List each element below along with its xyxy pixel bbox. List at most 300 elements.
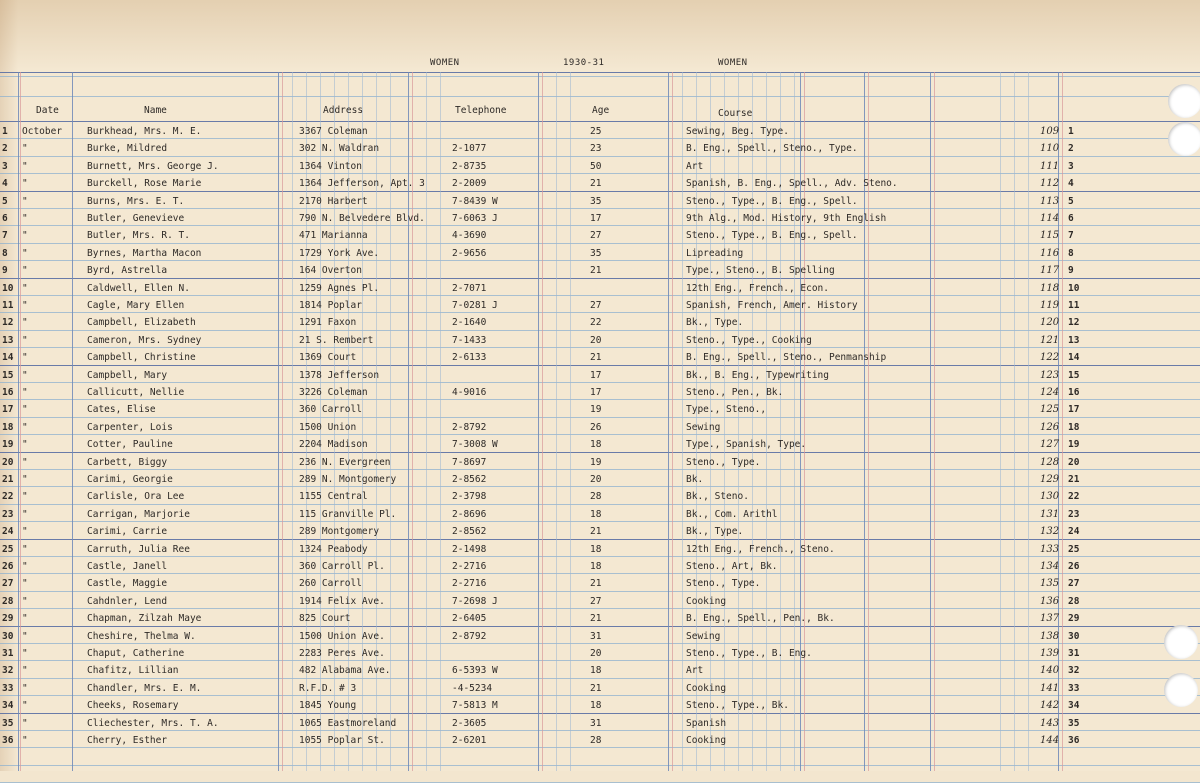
telephone-cell: 2-2716: [452, 561, 487, 572]
course-cell: Spanish, B. Eng., Spell., Adv. Steno.: [686, 178, 898, 189]
name-cell: Byrnes, Martha Macon: [87, 248, 202, 259]
date-cell: ": [22, 683, 28, 694]
telephone-cell: 4-9016: [452, 387, 487, 398]
course-cell: Steno., Type., Cooking: [686, 335, 812, 346]
col-header-telephone: Telephone: [455, 105, 507, 116]
name-cell: Chafitz, Lillian: [87, 665, 179, 676]
date-cell: ": [22, 404, 28, 415]
address-cell: 1500 Union Ave.: [299, 631, 385, 642]
age-cell: 22: [590, 317, 602, 328]
row-number-right: 27: [1068, 578, 1080, 589]
ledger-row: [0, 576, 1200, 593]
record-code: 116: [1040, 248, 1060, 259]
course-cell: Steno., Type.: [686, 457, 761, 468]
record-code: 132: [1040, 526, 1060, 537]
row-number: 21: [2, 474, 14, 485]
row-number-right: 6: [1068, 213, 1074, 224]
row-number-right: 10: [1068, 283, 1080, 294]
telephone-cell: 7-1433: [452, 335, 487, 346]
record-code: 144: [1040, 735, 1060, 746]
telephone-cell: 2-8562: [452, 526, 487, 537]
record-code: 124: [1040, 387, 1060, 398]
row-number-right: 18: [1068, 422, 1080, 433]
telephone-cell: 2-2009: [452, 178, 487, 189]
row-number: 27: [2, 578, 14, 589]
record-code: 135: [1040, 578, 1060, 589]
course-cell: Type., Steno., B. Spelling: [686, 265, 835, 276]
telephone-cell: 2-1077: [452, 143, 487, 154]
name-cell: Cahdnler, Lend: [87, 596, 168, 607]
name-cell: Carrigan, Marjorie: [87, 509, 190, 520]
telephone-cell: 7-8439 W: [452, 196, 498, 207]
age-cell: 17: [590, 213, 602, 224]
ledger-row: [0, 681, 1200, 698]
row-number-right: 31: [1068, 648, 1080, 659]
binder-hole: [1164, 673, 1198, 707]
age-cell: 21: [590, 178, 602, 189]
binder-hole: [1168, 122, 1200, 156]
telephone-cell: 2-3798: [452, 491, 487, 502]
address-cell: 482 Alabama Ave.: [299, 665, 391, 676]
date-cell: ": [22, 265, 28, 276]
telephone-cell: -4-5234: [452, 683, 493, 694]
name-cell: Cagle, Mary Ellen: [87, 300, 185, 311]
course-cell: Steno., Art, Bk.: [686, 561, 778, 572]
record-code: 142: [1040, 700, 1060, 711]
course-cell: B. Eng., Spell., Pen., Bk.: [686, 613, 835, 624]
record-code: 141: [1040, 683, 1060, 694]
address-cell: 1369 Court: [299, 352, 357, 363]
name-cell: Carimi, Carrie: [87, 526, 168, 537]
course-cell: 12th Eng., French., Steno.: [686, 544, 835, 555]
record-code: 109: [1040, 126, 1060, 137]
course-cell: Steno., Type., B. Eng., Spell.: [686, 196, 858, 207]
age-cell: 21: [590, 613, 602, 624]
record-code: 130: [1040, 491, 1060, 502]
age-cell: 28: [590, 735, 602, 746]
date-cell: ": [22, 352, 28, 363]
course-cell: Steno., Type., Bk.: [686, 700, 789, 711]
horizontal-rule: [0, 72, 1200, 73]
age-cell: 21: [590, 265, 602, 276]
ledger-row: [0, 194, 1200, 211]
date-cell: ": [22, 509, 28, 520]
address-cell: 21 S. Rembert: [299, 335, 374, 346]
record-code: 114: [1040, 213, 1060, 224]
row-number: 10: [2, 283, 14, 294]
course-cell: Type., Steno.,: [686, 404, 767, 415]
name-cell: Carimi, Georgie: [87, 474, 173, 485]
date-cell: ": [22, 248, 28, 259]
col-header-name: Name: [144, 105, 167, 116]
address-cell: R.F.D. # 3: [299, 683, 357, 694]
telephone-cell: 7-8697: [452, 457, 487, 468]
name-cell: Cliechester, Mrs. T. A.: [87, 718, 219, 729]
name-cell: Byrd, Astrella: [87, 265, 168, 276]
ledger-row: [0, 698, 1200, 715]
record-code: 125: [1040, 404, 1060, 415]
row-number-right: 30: [1068, 631, 1080, 642]
row-number: 6: [2, 213, 8, 224]
age-cell: 20: [590, 648, 602, 659]
telephone-cell: 2-6201: [452, 735, 487, 746]
course-cell: Sewing: [686, 422, 721, 433]
record-code: 138: [1040, 631, 1060, 642]
address-cell: 1291 Faxon: [299, 317, 357, 328]
course-cell: Lipreading: [686, 248, 744, 259]
age-cell: 21: [590, 526, 602, 537]
name-cell: Castle, Janell: [87, 561, 168, 572]
course-cell: 9th Alg., Mod. History, 9th English: [686, 213, 887, 224]
ledger-row: [0, 733, 1200, 750]
name-cell: Burke, Mildred: [87, 143, 168, 154]
date-cell: ": [22, 526, 28, 537]
name-cell: Cheeks, Rosemary: [87, 700, 179, 711]
row-number-right: 4: [1068, 178, 1074, 189]
row-number-right: 8: [1068, 248, 1074, 259]
col-header-date: Date: [36, 105, 59, 116]
row-number-right: 1: [1068, 126, 1074, 137]
course-cell: Bk., Steno.: [686, 491, 749, 502]
date-cell: ": [22, 613, 28, 624]
ledger-row: [0, 402, 1200, 419]
address-cell: 2170 Harbert: [299, 196, 368, 207]
record-code: 131: [1040, 509, 1060, 520]
record-code: 134: [1040, 561, 1060, 572]
ledger-row: [0, 141, 1200, 158]
ledger-row: [0, 228, 1200, 245]
ledger-row: [0, 629, 1200, 646]
ledger-row: [0, 281, 1200, 298]
date-cell: ": [22, 230, 28, 241]
address-cell: 790 N. Belvedere Blvd.: [299, 213, 425, 224]
row-number: 23: [2, 509, 14, 520]
date-cell: ": [22, 561, 28, 572]
telephone-cell: 2-6405: [452, 613, 487, 624]
course-cell: Bk.: [686, 474, 704, 485]
name-cell: Burckell, Rose Marie: [87, 178, 202, 189]
date-cell: October: [22, 126, 63, 137]
telephone-cell: 7-5813 M: [452, 700, 498, 711]
record-code: 133: [1040, 544, 1060, 555]
course-cell: Steno., Type., B. Eng.: [686, 648, 812, 659]
telephone-cell: 2-8696: [452, 509, 487, 520]
record-code: 126: [1040, 422, 1060, 433]
telephone-cell: 2-8792: [452, 631, 487, 642]
address-cell: 3226 Coleman: [299, 387, 368, 398]
date-cell: ": [22, 665, 28, 676]
ledger-row: [0, 489, 1200, 506]
ledger-row: [0, 211, 1200, 228]
row-number-right: 34: [1068, 700, 1080, 711]
age-cell: 31: [590, 718, 602, 729]
col-header-age: Age: [592, 105, 610, 116]
name-cell: Burkhead, Mrs. M. E.: [87, 126, 202, 137]
name-cell: Burns, Mrs. E. T.: [87, 196, 185, 207]
record-code: 122: [1040, 352, 1060, 363]
age-cell: 18: [590, 544, 602, 555]
row-number: 28: [2, 596, 14, 607]
horizontal-rule: [0, 765, 1200, 766]
address-cell: 164 Overton: [299, 265, 362, 276]
row-number-right: 15: [1068, 370, 1080, 381]
record-code: 113: [1040, 196, 1060, 207]
row-number: 20: [2, 457, 14, 468]
telephone-cell: 2-8792: [452, 422, 487, 433]
heading-left: WOMEN: [430, 58, 460, 68]
row-number: 2: [2, 143, 8, 154]
record-code: 139: [1040, 648, 1060, 659]
ledger-row: [0, 333, 1200, 350]
ledger-row: [0, 176, 1200, 193]
row-number-right: 28: [1068, 596, 1080, 607]
telephone-cell: 4-3690: [452, 230, 487, 241]
name-cell: Carlisle, Ora Lee: [87, 491, 185, 502]
date-cell: ": [22, 457, 28, 468]
course-cell: Cooking: [686, 596, 727, 607]
age-cell: 17: [590, 370, 602, 381]
date-cell: ": [22, 196, 28, 207]
course-cell: Bk., Type.: [686, 526, 744, 537]
row-number: 35: [2, 718, 14, 729]
address-cell: 2204 Madison: [299, 439, 368, 450]
record-code: 129: [1040, 474, 1060, 485]
row-number-right: 5: [1068, 196, 1074, 207]
name-cell: Cherry, Esther: [87, 735, 168, 746]
course-cell: B. Eng., Spell., Steno., Penmanship: [686, 352, 887, 363]
date-cell: ": [22, 596, 28, 607]
row-number: 8: [2, 248, 8, 259]
address-cell: 302 N. Waldran: [299, 143, 380, 154]
record-code: 123: [1040, 370, 1060, 381]
horizontal-rule: [0, 76, 1200, 77]
address-cell: 1500 Union: [299, 422, 357, 433]
telephone-cell: 2-7071: [452, 283, 487, 294]
row-number-right: 19: [1068, 439, 1080, 450]
name-cell: Butler, Genevieve: [87, 213, 185, 224]
age-cell: 35: [590, 248, 602, 259]
telephone-cell: 2-8735: [452, 161, 487, 172]
row-number: 31: [2, 648, 14, 659]
ledger-row: [0, 368, 1200, 385]
address-cell: 1065 Eastmoreland: [299, 718, 397, 729]
age-cell: 18: [590, 509, 602, 520]
ledger-row: [0, 350, 1200, 367]
row-number-right: 25: [1068, 544, 1080, 555]
ledger-row: [0, 559, 1200, 576]
ledger-row: [0, 716, 1200, 733]
course-cell: Spanish, French, Amer. History: [686, 300, 858, 311]
heading-right: WOMEN: [718, 58, 748, 68]
record-code: 140: [1040, 665, 1060, 676]
row-number-right: 23: [1068, 509, 1080, 520]
row-number: 12: [2, 317, 14, 328]
course-cell: Type., Spanish, Type.: [686, 439, 807, 450]
row-number-right: 21: [1068, 474, 1080, 485]
record-code: 111: [1040, 161, 1060, 172]
name-cell: Campbell, Mary: [87, 370, 168, 381]
date-cell: ": [22, 300, 28, 311]
telephone-cell: 2-1498: [452, 544, 487, 555]
name-cell: Callicutt, Nellie: [87, 387, 185, 398]
telephone-cell: 7-3008 W: [452, 439, 498, 450]
ledger-row: [0, 594, 1200, 611]
binder-hole: [1168, 84, 1200, 118]
heading-year: 1930-31: [563, 58, 605, 68]
row-number: 25: [2, 544, 14, 555]
row-number: 30: [2, 631, 14, 642]
age-cell: 50: [590, 161, 602, 172]
address-cell: 1914 Felix Ave.: [299, 596, 385, 607]
record-code: 117: [1040, 265, 1060, 276]
address-cell: 1364 Jefferson, Apt. 3: [299, 178, 425, 189]
row-number: 32: [2, 665, 14, 676]
row-number-right: 9: [1068, 265, 1074, 276]
record-code: 128: [1040, 457, 1060, 468]
address-cell: 1378 Jefferson: [299, 370, 380, 381]
address-cell: 2283 Peres Ave.: [299, 648, 385, 659]
ledger-row: [0, 246, 1200, 263]
date-cell: ": [22, 422, 28, 433]
row-number: 26: [2, 561, 14, 572]
ledger-row: [0, 385, 1200, 402]
age-cell: 23: [590, 143, 602, 154]
course-cell: Art: [686, 161, 704, 172]
row-number-right: 29: [1068, 613, 1080, 624]
telephone-cell: 2-3605: [452, 718, 487, 729]
name-cell: Carruth, Julia Ree: [87, 544, 190, 555]
row-number-right: 12: [1068, 317, 1080, 328]
address-cell: 1259 Agnes Pl.: [299, 283, 380, 294]
row-number-right: 36: [1068, 735, 1080, 746]
record-code: 121: [1040, 335, 1060, 346]
name-cell: Chaput, Catherine: [87, 648, 185, 659]
row-number: 5: [2, 196, 8, 207]
address-cell: 289 N. Montgomery: [299, 474, 397, 485]
row-number: 34: [2, 700, 14, 711]
course-cell: Steno., Type., B. Eng., Spell.: [686, 230, 858, 241]
age-cell: 21: [590, 352, 602, 363]
course-cell: Sewing: [686, 631, 721, 642]
address-cell: 471 Marianna: [299, 230, 368, 241]
date-cell: ": [22, 283, 28, 294]
course-cell: Bk., B. Eng., Typewriting: [686, 370, 829, 381]
record-code: 143: [1040, 718, 1060, 729]
row-number-right: 35: [1068, 718, 1080, 729]
row-number-right: 24: [1068, 526, 1080, 537]
address-cell: 115 Granville Pl.: [299, 509, 397, 520]
address-cell: 1814 Poplar: [299, 300, 362, 311]
date-cell: ": [22, 578, 28, 589]
row-number: 24: [2, 526, 14, 537]
ledger-row: [0, 437, 1200, 454]
date-cell: ": [22, 439, 28, 450]
address-cell: 1845 Young: [299, 700, 357, 711]
record-code: 120: [1040, 317, 1060, 328]
horizontal-rule: [0, 121, 1200, 122]
name-cell: Castle, Maggie: [87, 578, 168, 589]
row-number-right: 26: [1068, 561, 1080, 572]
name-cell: Chapman, Zilzah Maye: [87, 613, 202, 624]
row-number-right: 2: [1068, 143, 1074, 154]
age-cell: 20: [590, 474, 602, 485]
age-cell: 27: [590, 596, 602, 607]
name-cell: Cheshire, Thelma W.: [87, 631, 196, 642]
ledger-row: [0, 472, 1200, 489]
ledger-row: [0, 507, 1200, 524]
col-header-course: Course: [718, 108, 753, 119]
telephone-cell: 2-9656: [452, 248, 487, 259]
age-cell: 18: [590, 700, 602, 711]
row-number: 29: [2, 613, 14, 624]
date-cell: ": [22, 161, 28, 172]
age-cell: 18: [590, 561, 602, 572]
record-code: 112: [1040, 178, 1060, 189]
date-cell: ": [22, 631, 28, 642]
row-number: 13: [2, 335, 14, 346]
date-cell: ": [22, 735, 28, 746]
age-cell: 20: [590, 335, 602, 346]
age-cell: 31: [590, 631, 602, 642]
course-cell: B. Eng., Spell., Steno., Type.: [686, 143, 858, 154]
age-cell: 28: [590, 491, 602, 502]
record-code: 115: [1040, 230, 1060, 241]
age-cell: 21: [590, 578, 602, 589]
name-cell: Campbell, Elizabeth: [87, 317, 196, 328]
row-number-right: 17: [1068, 404, 1080, 415]
address-cell: 1324 Peabody: [299, 544, 368, 555]
name-cell: Cotter, Pauline: [87, 439, 173, 450]
horizontal-rule: [0, 96, 1200, 97]
row-number: 4: [2, 178, 8, 189]
row-number: 3: [2, 161, 8, 172]
date-cell: ": [22, 491, 28, 502]
ledger-row: [0, 646, 1200, 663]
ledger-row: [0, 263, 1200, 280]
date-cell: ": [22, 317, 28, 328]
date-cell: ": [22, 370, 28, 381]
date-cell: ": [22, 143, 28, 154]
row-number-right: 11: [1068, 300, 1080, 311]
row-number-right: 14: [1068, 352, 1080, 363]
telephone-cell: 6-5393 W: [452, 665, 498, 676]
address-cell: 1729 York Ave.: [299, 248, 380, 259]
age-cell: 26: [590, 422, 602, 433]
name-cell: Chandler, Mrs. E. M.: [87, 683, 202, 694]
row-number: 1: [2, 126, 8, 137]
telephone-cell: 7-0281 J: [452, 300, 498, 311]
row-number-right: 3: [1068, 161, 1074, 172]
date-cell: ": [22, 474, 28, 485]
row-number: 9: [2, 265, 8, 276]
course-cell: Spanish: [686, 718, 727, 729]
ledger-row: [0, 542, 1200, 559]
record-code: 137: [1040, 613, 1060, 624]
date-cell: ": [22, 718, 28, 729]
name-cell: Caldwell, Ellen N.: [87, 283, 190, 294]
address-cell: 1055 Poplar St.: [299, 735, 385, 746]
row-number: 33: [2, 683, 14, 694]
course-cell: Cooking: [686, 683, 727, 694]
ledger-row: [0, 420, 1200, 437]
course-cell: Bk., Com. Arithl: [686, 509, 778, 520]
course-cell: Steno., Pen., Bk.: [686, 387, 784, 398]
name-cell: Carbett, Biggy: [87, 457, 168, 468]
telephone-cell: 7-2698 J: [452, 596, 498, 607]
row-number: 7: [2, 230, 8, 241]
row-number: 11: [2, 300, 14, 311]
date-cell: ": [22, 213, 28, 224]
